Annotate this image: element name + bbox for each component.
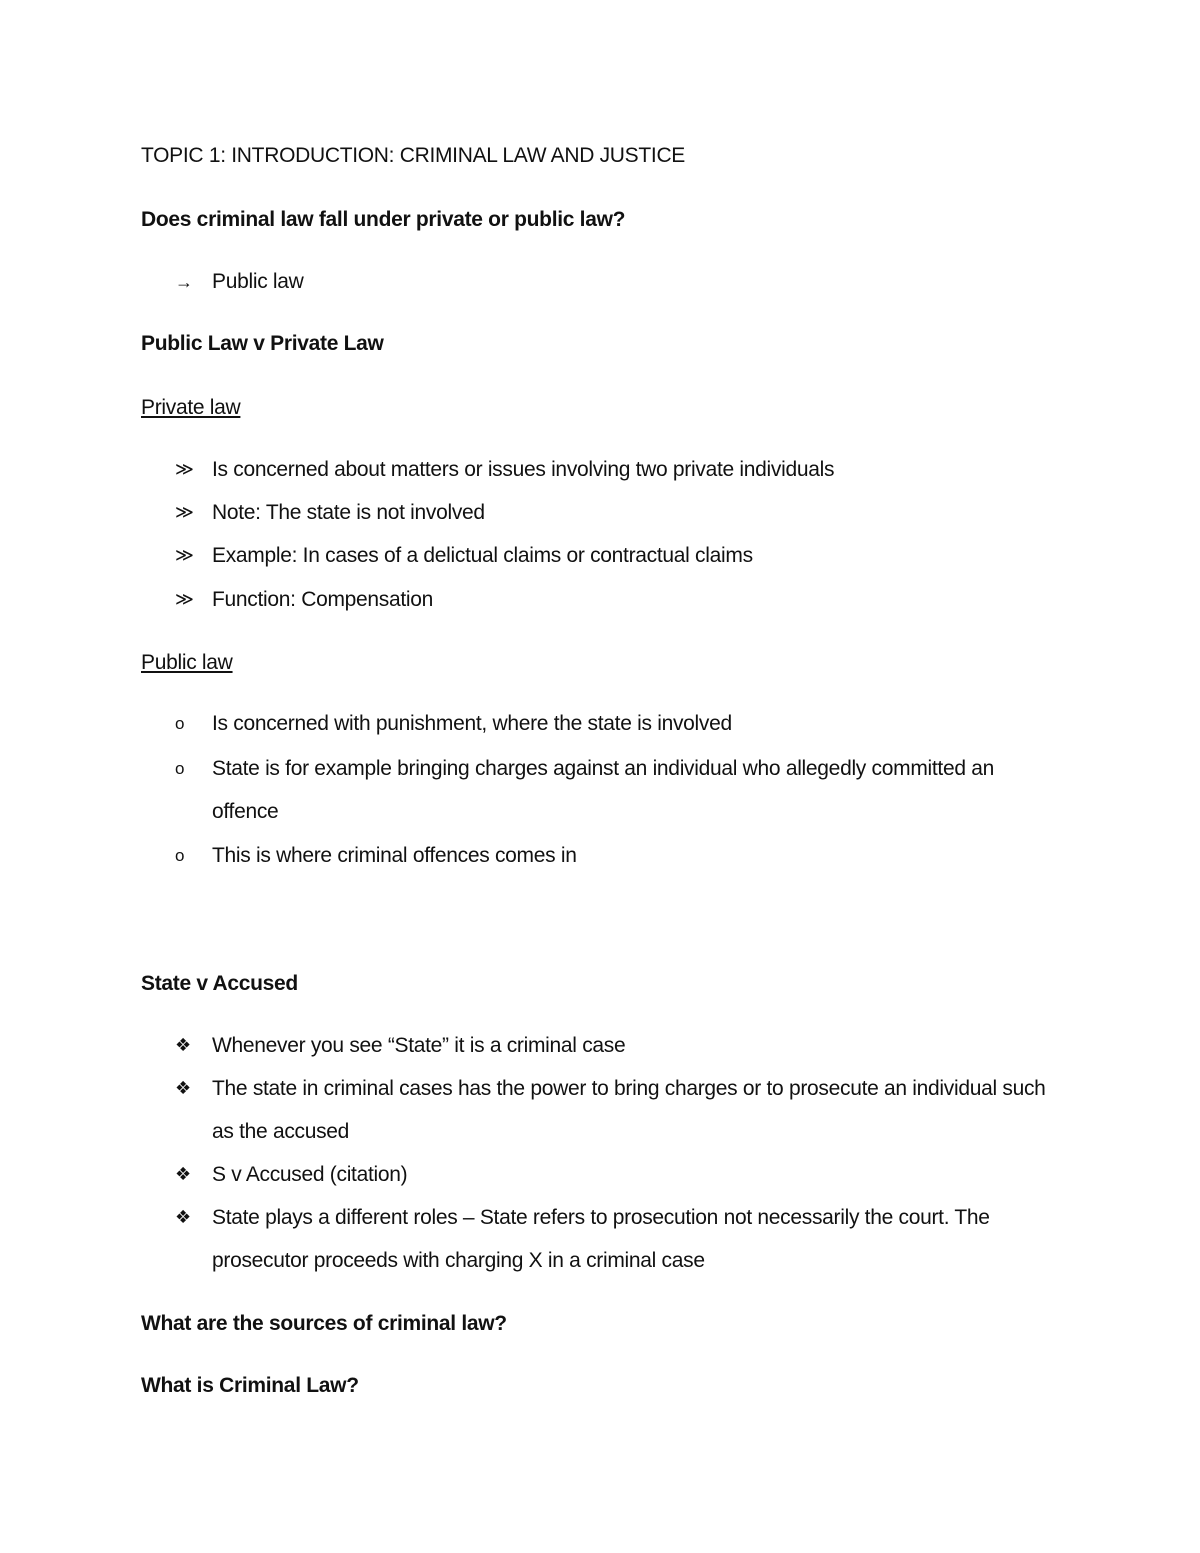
diamond-bullet-icon: ❖ <box>175 1035 191 1055</box>
diamond-bullet-icon: ❖ <box>175 1078 191 1098</box>
double-chevron-icon: ≫ <box>175 589 194 609</box>
list-item <box>175 1196 1055 1282</box>
diamond-bullet-icon: ❖ <box>175 1164 191 1184</box>
list-item-text: State plays a different roles – State refers to prosecution not necessarily the court. The prosecutor proceeds with charging X in a criminal case <box>212 1206 990 1272</box>
question-sources: What are the sources of criminal law? <box>141 1312 507 1335</box>
circle-bullet-icon: o <box>175 714 185 733</box>
list-item <box>175 1024 1075 1067</box>
circle-bullet-icon: o <box>175 846 185 865</box>
list-item-text: Note: The state is not involved <box>212 501 485 524</box>
list-item-text: S v Accused (citation) <box>212 1163 408 1186</box>
circle-bullet-icon: o <box>175 759 185 778</box>
list-item-text: State is for example bringing charges against an individual who allegedly committed an offence <box>212 757 994 823</box>
diamond-bullet-icon: ❖ <box>175 1207 191 1227</box>
answer-line <box>175 269 304 295</box>
list-item <box>175 578 1075 621</box>
list-item <box>175 702 1075 745</box>
list-item-text: Function: Compensation <box>212 588 434 611</box>
answer-text: Public law <box>212 270 304 293</box>
list-item-text: This is where criminal offences comes in <box>212 844 577 867</box>
list-item-text: Is concerned about matters or issues involving two private individuals <box>212 458 835 481</box>
heading-public-v-private: Public Law v Private Law <box>141 332 384 355</box>
list-item-text: The state in criminal cases has the power to bring charges or to prosecute an individual such as the accused <box>212 1077 1046 1143</box>
list-item <box>175 1153 1075 1196</box>
heading-public-law: Public law <box>141 651 233 674</box>
list-item <box>175 448 1075 491</box>
question-what-is-criminal-law: What is Criminal Law? <box>141 1374 359 1397</box>
double-chevron-icon: ≫ <box>175 502 194 522</box>
question-private-public: Does criminal law fall under private or public law? <box>141 208 626 231</box>
list-item <box>175 491 1075 534</box>
document-title: TOPIC 1: INTRODUCTION: CRIMINAL LAW AND JUSTICE <box>141 144 686 167</box>
list-item-text: Example: In cases of a delictual claims or contractual claims <box>212 544 753 567</box>
arrow-icon: → <box>175 272 193 292</box>
heading-state-v-accused: State v Accused <box>141 972 298 995</box>
heading-private-law: Private law <box>141 396 241 419</box>
list-item <box>175 534 1075 577</box>
list-item-text: Whenever you see “State” it is a criminal case <box>212 1034 626 1057</box>
list-item-text: Is concerned with punishment, where the state is involved <box>212 712 732 735</box>
list-item <box>175 1067 1055 1153</box>
double-chevron-icon: ≫ <box>175 459 194 479</box>
double-chevron-icon: ≫ <box>175 545 194 565</box>
list-item <box>175 834 1075 877</box>
list-item <box>175 747 1055 833</box>
